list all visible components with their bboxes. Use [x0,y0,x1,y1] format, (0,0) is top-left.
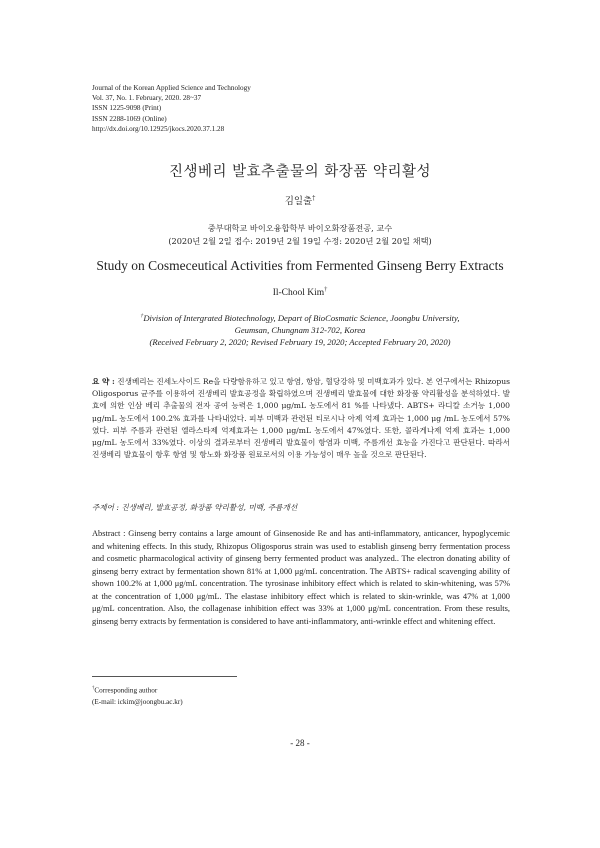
korean-abstract-text: 진생베리는 진세노사이드 Re을 다량함유하고 있고 항염, 항암, 혈당강하 및 미백효과가 있다. 본 연구에서는 Rhizopus Oligosporus 균주를 이용하여 진생베리 발효공정을 확립하였으며 진생베리 발효물에 대한 화장품 약리활성을 분석하였다. 발효에 의한 인삼 베리 추출물의 전자 공여 능력은 1,000 μg/mL 농도에서 81 %를 나타냈다. ABTS+ 라디칼 소거능 1,000 μg/mL 농도에서 100.2% 효과를 나타내었다. 피부 미백과 관련된 티로시나 아제 억제 효과는 1,000 μg /mL 농도에서 57%였다. 피부 주름과 관련된 엘라스타제 억제효과는 1,000 μg/mL 농도에서 47%였다. 또한, 콜라게나제 억제 효과는 1,000 μg/mL 농도에서 33%였다. 이상의 결과로부터 진생베리 발효물이 항염과 미백, 주름개선 효능을 가진다고 판단된다. 따라서 진생베리 발효물이 항후 항염 및 항노화 화장품 원료로서의 이용 가능성이 매우 높을 것으로 판단된다. [92,377,510,460]
english-affiliation-mark: † [140,313,144,319]
english-abstract-text: Ginseng berry contains a large amount of Ginsenoside Re and has anti-inflammatory, anticancer, hypoglycemic and whitening effects. In this study, Rhizopus Oligosporus strain was used to establish ginseng berry fermentation process and cosmetic pharmacological activity of ginseng berry fermented product was analyzed.. The electron donating ability of ginseng berry extract by fermentation shown 81% at 1,000 μg/mL concentration. The ABTS+ radical scavenging ability of shown 100.2% at 1,000 μg/mL concentration. The tyrosinase inhibitory effect which is related to skin-whitening, was 57% at the concentration of 1,000 μg/mL. The elastase inhibitory effect which is related to skin-wrinkle, was 47% at 1,000 μg/mL concentration. Also, the collagenase inhibition effect was 33% at 1,000 μg/mL concentration. From these results, ginseng berry extracts by fermentation is considered to have anti-inflammatory, anti-wrinkle effect and whitening effect. [92,529,511,626]
english-affiliation-line2: Geumsan, Chungnam 312-702, Korea [234,324,366,335]
page-number: - 28 - [290,738,310,748]
english-affiliation-line1: Division of Intergrated Biotechnology, Depart of BioCosmatic Science, Joongbu University, [143,312,460,323]
footnote-rule [92,676,237,677]
korean-author-name: 김일출 [284,196,313,207]
journal-volume: Vol. 37, No. 1. February, 2020. 28~37 [92,94,202,103]
footnote-corresponding: Corresponding author [94,686,158,695]
korean-affiliation [0,222,600,248]
english-author [0,287,600,298]
english-author-mark: † [324,287,328,293]
korean-dates: (2020년 2월 2일 접수: 2019년 2월 19일 수정: 2020년 2월 20일 채택) [168,236,432,246]
english-title: Study on Cosmeceutical Activities from Fermented Ginseng Berry Extracts [96,258,504,273]
issn-print: ISSN 1225-9098 (Print) [92,104,162,113]
footnote-mark: † [92,686,95,691]
issn-online: ISSN 2288-1069 (Online) [92,114,167,123]
korean-author-mark: † [312,194,316,202]
journal-meta [92,83,251,134]
footnote [92,683,183,708]
korean-title: 진생베리 발효추출물의 화장품 약리활성 [169,164,431,180]
english-abstract-label: Abstract : [92,529,126,538]
journal-name: Journal of the Korean Applied Science and Technology [92,84,251,92]
korean-affiliation-text: 중부대학교 바이오융합학부 바이오화장품전공, 교수 [207,223,393,233]
doi-link[interactable]: http://dx.doi.org/10.12925/jkocs.2020.37.1.28 [92,124,225,133]
english-abstract [92,528,510,628]
korean-abstract [92,376,510,461]
english-affiliation [0,310,600,348]
korean-author [0,193,600,207]
korean-abstract-label: 요 약 : [92,377,115,386]
keywords: 주제어 : 진생베리, 발효공정, 화장품 약리활성, 미백, 주름개선 [92,503,298,512]
english-dates: (Received February 2, 2020; Revised February 19, 2020; Accepted February 20, 2020) [149,336,451,347]
footnote-email: (E-mail: ickim@joongbu.ac.kr) [92,698,183,707]
english-author-name: Il-Chool Kim [272,288,325,299]
